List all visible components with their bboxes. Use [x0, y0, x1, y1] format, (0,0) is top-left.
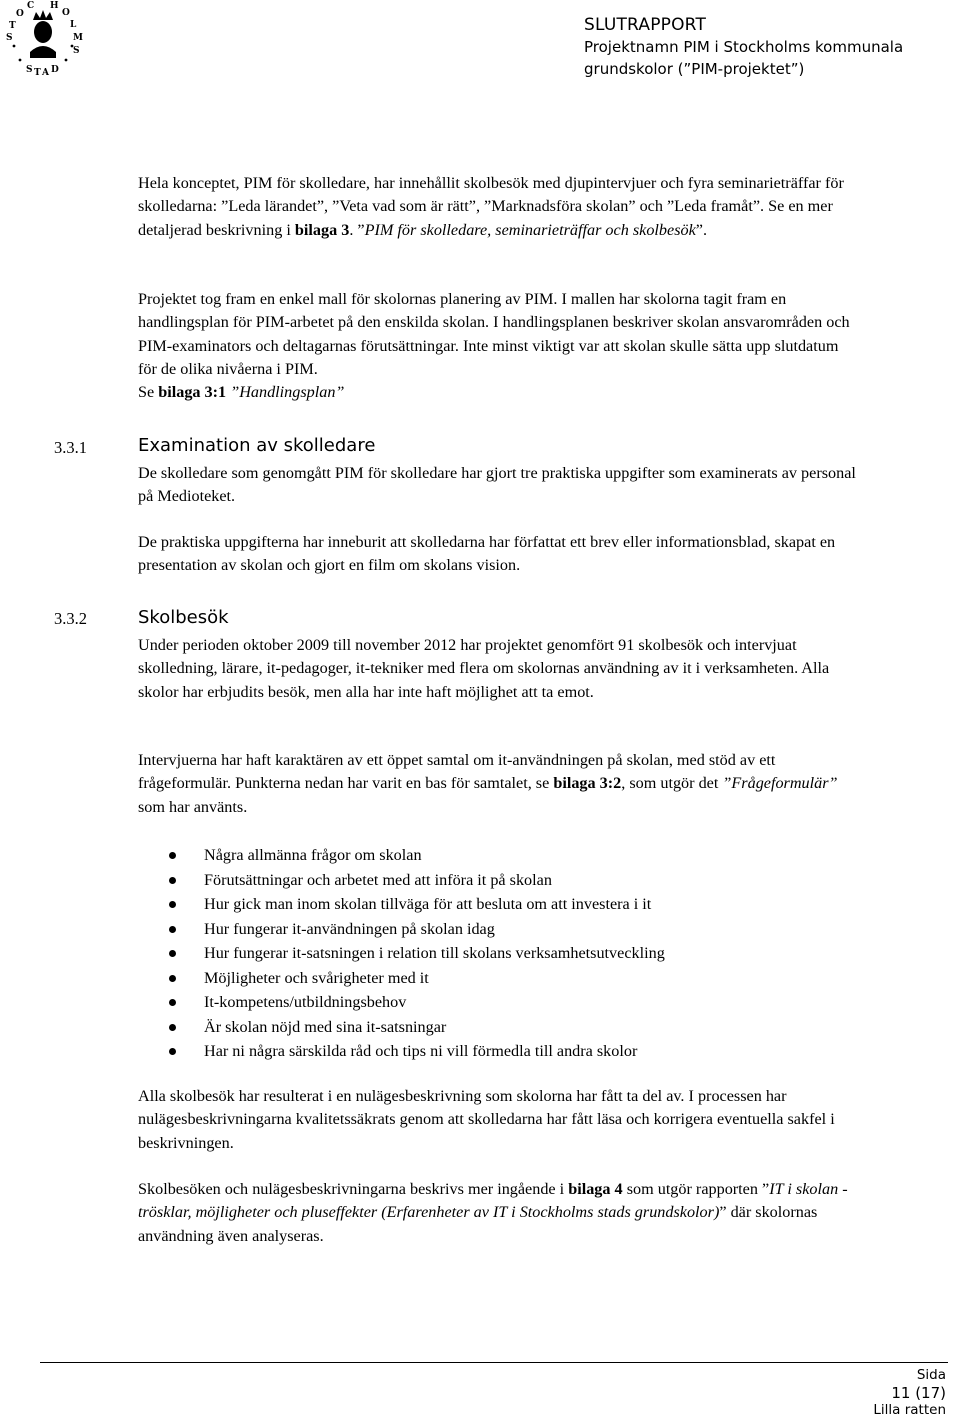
section-332-paragraph-3: Alla skolbesök har resulterat i en nulägesbeskrivning som skolorna har fått ta del av. I processen har nulägesbeskrivningarna kvalitetssäkrats genom att skolledarna har fått läsa och korrigera eventuella sakfel i beskrivningen.: [138, 1085, 858, 1155]
section-332-paragraph-4: Skolbesöken och nulägesbeskrivningarna beskrivs mer ingående i bilaga 4 som utgör rapporten ”IT i skolan - trösklar, möjligheter och pluseffekter (Erfarenheter av IT i Stockholms stads grundskolor)” där skolornas användning även analyseras.: [138, 1178, 858, 1248]
page-footer: [873, 1367, 946, 1418]
report-header: [584, 14, 904, 80]
section-title-331: Examination av skolledare: [138, 435, 375, 456]
bullet-icon: [169, 1048, 176, 1055]
section-331-paragraph-2: De praktiska uppgifterna har inneburit att skolledarna har författat ett brev eller informationsblad, skapat en presentation av skolan och gjort en film om skolans vision.: [138, 531, 858, 578]
project-name-line2: grundskolor (”PIM-projektet”): [584, 58, 904, 80]
svg-text:S: S: [6, 33, 13, 43]
bullet-icon: [169, 950, 176, 957]
section-title-332: Skolbesök: [138, 607, 229, 628]
svg-text:A: A: [41, 68, 50, 78]
bilaga-3-1-ref: bilaga 3:1: [158, 383, 226, 401]
list-item: Hur gick man inom skolan tillväga för att besluta om att investera i it: [138, 892, 858, 917]
svg-text:S: S: [26, 65, 33, 75]
svg-text:H: H: [50, 1, 59, 11]
bilaga-3-ref: bilaga 3: [295, 221, 349, 239]
bullet-icon: [169, 852, 176, 859]
page-label: Sida: [873, 1367, 946, 1384]
list-item: Hur fungerar it-satsningen i relation till skolans verksamhetsutveckling: [138, 941, 858, 966]
list-item: Har ni några särskilda råd och tips ni vill förmedla till andra skolor: [138, 1039, 858, 1064]
bullet-icon: [169, 999, 176, 1006]
bilaga-4-ref: bilaga 4: [568, 1180, 622, 1198]
svg-text:S: S: [73, 46, 80, 56]
bilaga-3-2-ref: bilaga 3:2: [553, 774, 621, 792]
list-item: Är skolan nöjd med sina it-satsningar: [138, 1015, 858, 1040]
intro-paragraph-2: Projektet tog fram en enkel mall för skolornas planering av PIM. I mallen har skolorna tagit fram en handlingsplan för PIM-arbetet på den enskilda skolan. I handlingsplanen beskriver skolan ansvarområden och PIM-examinators och deltagarnas förutsättningar. Inte minst viktigt var att skolan skulle sätta upp slutdatum för de olika nivåerna i PIM. Se bilaga 3:1 ”Handlingsplan”: [138, 288, 858, 404]
svg-text:L: L: [70, 20, 77, 30]
svg-text:O: O: [16, 9, 24, 19]
bullet-icon: [169, 975, 176, 982]
svg-text:T: T: [9, 21, 16, 31]
project-name-line1: Projektnamn PIM i Stockholms kommunala: [584, 36, 904, 58]
section-number-331: 3.3.1: [54, 438, 87, 458]
list-item: Möjligheter och svårigheter med it: [138, 966, 858, 991]
svg-text:O: O: [62, 8, 70, 18]
report-title: SLUTRAPPORT: [584, 14, 904, 36]
footer-note: Lilla ratten: [873, 1402, 946, 1418]
svg-text:M: M: [73, 33, 83, 43]
bullet-icon: [169, 1024, 176, 1031]
list-item: It-kompetens/utbildningsbehov: [138, 990, 858, 1015]
interview-question-list: [138, 843, 858, 1064]
footer-divider: [40, 1362, 948, 1363]
section-332-paragraph-2: Intervjuerna har haft karaktären av ett öppet samtal om it-användningen på skolan, med stöd av ett frågeformulär. Punkterna nedan har varit en bas för samtalet, se bilaga 3:2, som utgör det ”Frågeformulär” som har använts.: [138, 749, 858, 819]
page-number: 11 (17): [873, 1384, 946, 1402]
list-item: Några allmänna frågor om skolan: [138, 843, 858, 868]
svg-text:C: C: [27, 1, 34, 11]
list-item: Förutsättningar och arbetet med att införa it på skolan: [138, 868, 858, 893]
bullet-icon: [169, 877, 176, 884]
svg-text:T: T: [34, 68, 41, 78]
intro-paragraph-1: Hela konceptet, PIM för skolledare, har innehållit skolbesök med djupintervjuer och fyra seminarieträffar för skolledarna: ”Leda lärandet”, ”Veta vad som är rätt”, ”Marknadsföra skolan” och ”Leda framåt”. Se en mer detaljerad beskrivning i bilaga 3. ”PIM för skolledare, seminarieträffar och skolbesök”.: [138, 172, 858, 242]
list-item: Hur fungerar it-användningen på skolan idag: [138, 917, 858, 942]
section-332-paragraph-1: Under perioden oktober 2009 till november 2012 har projektet genomfört 91 skolbesök och intervjuat skolledning, lärare, it-pedagoger, it-tekniker med flera om skolornas användning av it i verksamheten. Alla skolor har erbjudits besök, men alla har inte haft möjlighet att ta emot.: [138, 634, 858, 704]
section-331-paragraph-1: De skolledare som genomgått PIM för skolledare har gjort tre praktiska uppgifter som examinerats av personal på Medioteket.: [138, 462, 858, 509]
section-number-332: 3.3.2: [54, 609, 87, 629]
bullet-icon: [169, 926, 176, 933]
stockholms-stad-logo: [0, 0, 86, 78]
bullet-icon: [169, 901, 176, 908]
svg-text:D: D: [51, 65, 59, 75]
